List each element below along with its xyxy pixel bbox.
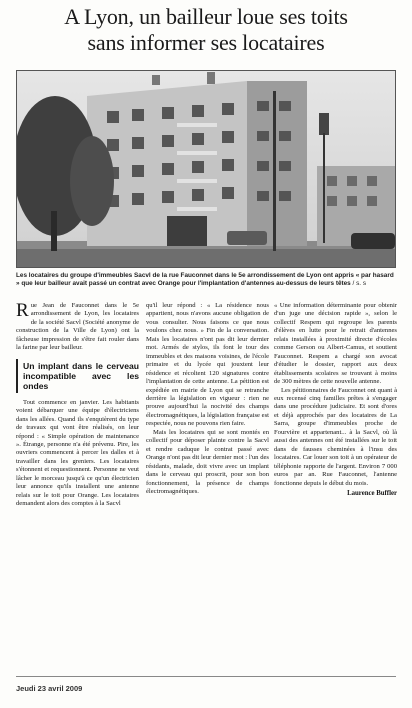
author-signature: Laurence Buffler xyxy=(347,489,397,497)
article-column-2 xyxy=(146,302,269,496)
headline xyxy=(0,4,412,56)
drop-cap: R xyxy=(16,300,29,321)
paragraph: Mais les locataires qui se sont montés en collectif pour déposer plainte contre la Sacvl et rendre caduque le contrat passé avec Orange n'ont pas dit leur dernier mot : l'un des résidants, malade, doit vivre avec un implant dans le cerveau qui proscrit, pour son bon fonctionnement, la présence de champs électromagnétiques. xyxy=(146,428,269,495)
caption-text: Les locataires du groupe d'immeubles Sacvl de la rue Fauconnet dans le 5e arrondissement de Lyon ont appris « par hasard » que leur bailleur avait passé un contrat avec Orange pour l'implantation d'antennes au-dessus de leurs têtes xyxy=(16,272,394,288)
headline-line-1: A Lyon, un bailleur loue ses toits xyxy=(64,4,348,29)
lead-text: ue Jean de Fauconnet dans le 5e arrondissement de Lyon, les locataires de la société Sacvl (Société anonyme de construction de la Ville de Lyon) ont la fâcheuse impression de s'être fait rouler dans la farine par leur bailleur. xyxy=(16,302,139,352)
photo-credit: / s. s xyxy=(352,280,367,288)
photo-caption xyxy=(16,272,396,288)
footer-divider xyxy=(16,676,396,677)
article-column-1 xyxy=(16,302,139,509)
publication-date: Jeudi 23 avril 2009 xyxy=(16,684,83,693)
lead-paragraph xyxy=(16,302,139,353)
intertitle: Un implant dans le cerveau incompatible avec les ondes xyxy=(16,359,139,393)
paragraph: qu'il leur répond : « La résidence nous appartient, nous n'avons aucune obligation de vous consulter. Nous faisons ce que nous voulons chez nous. » Fin de la conversation. Mais les locataires n'ont pas dit leur dernier mot. Armés de stylos, ils font le tour des immeubles et des maisons voisines, de l'école primaire et du lycée qui jouxtent leur résidence et récoltent 120 signatures contre l'implantation de cette antenne. La pétition est expédiée en mairie de Lyon qui se retranche derrière la législation en vigueur : rien ne prouve aujourd'hui la nocivité des champs électromagnétiques, la législation française est respectée, nous ne pouvons rien faire. xyxy=(146,302,269,428)
paragraph: « Une information déterminante pour obtenir d'un juge une décision rapide », selon le collectif Respem qui regroupe les parents d'élèves en lutte pour le retrait d'antennes relais installées à proximité directe d'écoles comme Gerson ou Albert-Camus, et soutient Fauconnet. Respem a chargé son avocat d'étudier le dossier, rapport aux deux établissements scolaires se trouvant à moins de 300 mètres de cette nouvelle antenne. xyxy=(274,302,397,386)
building-photo-illustration xyxy=(17,71,396,268)
paragraph: Les pétitionnaires de Fauconnet ont quant à eux recensé cinq familles prêtes à s'engager dans une procédure judiciaire. Et sont d'ores et déjà approchés par des locataires de La Sarra, groupe d'immeubles proche de Fourvière et appartenant... à la Sacvl, où là aussi des antennes ont été installées sur le toit dans de fausses cheminées à l'insu des locataires. Car louer son toit à un opérateur de téléphonie rapporte de l'argent. Environ 7 000 euros par an. Rue Fauconnet, l'antenne fonctionne depuis le début du mois. xyxy=(274,386,397,487)
article-photo xyxy=(16,70,396,268)
headline-line-2: sans informer ses locataires xyxy=(87,30,325,55)
paragraph: Tout commence en janvier. Les habitants voient débarquer une équipe d'électriciens dans les allées. Quand ils s'enquièrent du type de travaux qui vont être réalisés, on leur répond : « Simple opération de maintenance ». Étrange, personne n'a été prévenu. Pire, les ouvriers commencent à percer les dalles et à travailler dans les greniers. Les locataires s'étonnent et requestionnent. Personne ne veut lâcher le morceau jusqu'à ce qu'un électricien leur annonce qu'ils installent une antenne relais sur le toit pour Orange. Les locataires demandent alors des comptes à la Sacvl xyxy=(16,398,139,508)
article-column-3 xyxy=(274,302,397,498)
